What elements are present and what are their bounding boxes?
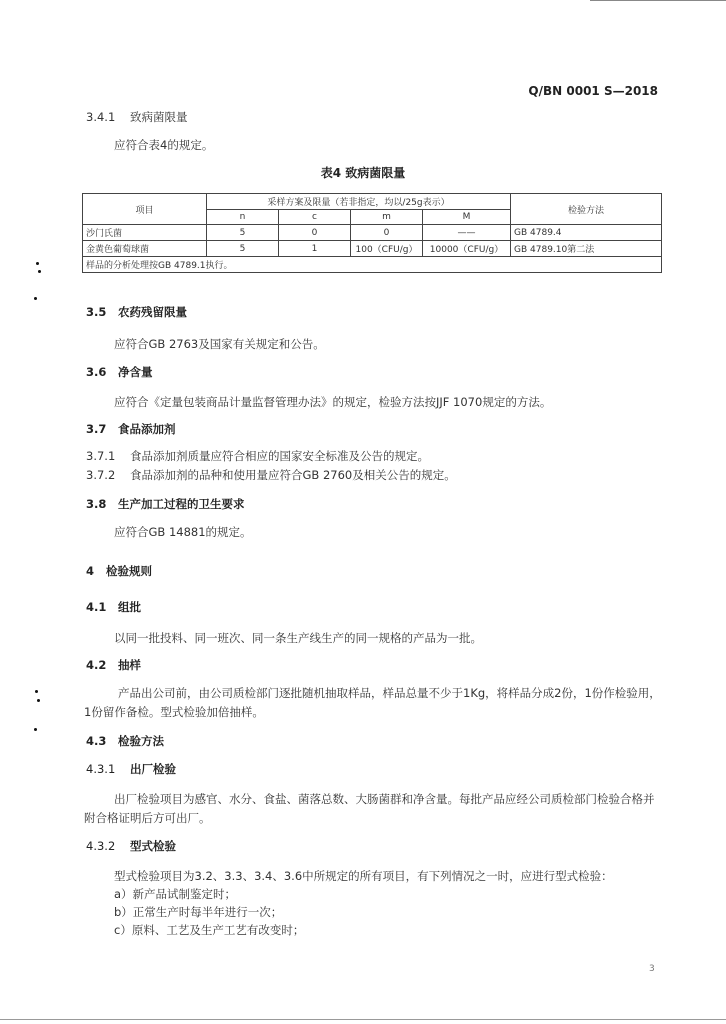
list-item: b）正常生产时每半年进行一次； (114, 905, 283, 919)
section-number: 3.8 (86, 497, 107, 511)
section-3-4-1-heading (86, 109, 188, 125)
page-bottom-edge (0, 1019, 726, 1020)
section-4-2-heading (86, 657, 141, 673)
cell-m-lower: 100（CFU/g） (351, 241, 423, 257)
section-title: 生产加工过程的卫生要求 (118, 497, 245, 511)
section-number: 4 (86, 564, 95, 578)
section-title: 组批 (118, 600, 141, 614)
pathogen-limit-table (82, 193, 662, 273)
section-4-3-2-heading (86, 838, 176, 854)
list-item: a）新产品试制鉴定时； (114, 887, 237, 901)
section-title: 出厂检验 (130, 762, 176, 776)
section-4-3-2-body: 型式检验项目为3.2、3.3、3.4、3.6中所规定的所有项目，有下列情况之一时，应进行型式检验： (114, 869, 613, 883)
section-3-4-1-body: 应符合表4的规定。 (114, 138, 214, 152)
header-plan: 采样方案及限量（若非指定，均以/25g表示） (207, 194, 511, 210)
list-item: c）原料、工艺及生产工艺有改变时； (114, 923, 305, 937)
header-method: 检验方法 (511, 194, 662, 225)
section-3-6-body: 应符合《定量包装商品计量监督管理办法》的规定，检验方法按JJF 1070规定的方法。 (114, 395, 552, 409)
section-title: 致病菌限量 (130, 110, 188, 124)
header-c: c (279, 210, 351, 225)
section-number: 4.1 (86, 600, 107, 614)
section-title: 农药残留限量 (118, 305, 187, 319)
section-3-7-heading (86, 421, 176, 437)
table-row (83, 225, 662, 241)
cell-c: 0 (279, 225, 351, 241)
section-4-1-body: 以同一批投料、同一班次、同一条生产线生产的同一规格的产品为一批。 (114, 631, 482, 645)
section-number: 4.3 (86, 734, 107, 748)
header-m-upper: M (423, 210, 511, 225)
section-4-2-body: 产品出公司前，由公司质检部门逐批随机抽取样品，样品总量不少于1Kg，将样品分成2份，1份作检验用，1份留作备检。型式检验加倍抽样。 (84, 686, 661, 719)
scan-dot (37, 699, 40, 702)
section-number: 3.6 (86, 365, 107, 379)
section-4-heading (86, 563, 152, 579)
section-3-6-heading (86, 364, 153, 380)
page-top-edge (590, 0, 726, 1)
table-caption: 表4 致病菌限量 (320, 166, 406, 180)
section-3-5-body: 应符合GB 2763及国家有关规定和公告。 (114, 337, 325, 351)
page-number: 3 (649, 964, 655, 974)
section-3-7-1 (86, 448, 429, 464)
section-title: 检验规则 (106, 564, 152, 578)
section-title: 净含量 (118, 365, 153, 379)
table-header-row (83, 194, 662, 210)
cell-m-lower: 0 (351, 225, 423, 241)
table-row (83, 241, 662, 257)
scan-dot (35, 690, 38, 693)
cell-n: 5 (207, 225, 279, 241)
cell-m-upper: 10000（CFU/g） (423, 241, 511, 257)
cell-m-upper: —— (423, 225, 511, 241)
cell-n: 5 (207, 241, 279, 257)
cell-c: 1 (279, 241, 351, 257)
header-item: 项目 (83, 194, 207, 225)
cell-item: 沙门氏菌 (83, 225, 207, 241)
header-m-lower: m (351, 210, 423, 225)
table-note-row (83, 257, 662, 273)
section-title: 食品添加剂 (118, 422, 176, 436)
header-n: n (207, 210, 279, 225)
section-4-3-1-heading (86, 761, 176, 777)
scan-dot (34, 297, 37, 300)
section-number: 3.7 (86, 422, 107, 436)
section-number: 4.2 (86, 658, 107, 672)
scan-dot (38, 270, 41, 273)
document-id: Q/BN 0001 S—2018 (528, 84, 658, 98)
section-body: 食品添加剂质量应符合相应的国家安全标准及公告的规定。 (130, 449, 429, 463)
cell-item: 金黄色葡萄球菌 (83, 241, 207, 257)
section-number: 3.4.1 (86, 110, 116, 124)
section-3-5-heading (86, 304, 187, 320)
section-4-3-1-body: 出厂检验项目为感官、水分、食盐、菌落总数、大肠菌群和净含量。每批产品应经公司质检部门检验合格并附合格证明后方可出厂。 (84, 792, 655, 825)
scan-dot (36, 262, 39, 265)
section-title: 检验方法 (118, 734, 164, 748)
section-body: 食品添加剂的品种和使用量应符合GB 2760及相关公告的规定。 (130, 468, 456, 482)
section-3-8-body: 应符合GB 14881的规定。 (114, 525, 252, 539)
scan-dot (34, 728, 37, 731)
table-note: 样品的分析处理按GB 4789.1执行。 (83, 257, 662, 273)
section-number: 3.7.2 (86, 468, 116, 482)
section-number: 3.5 (86, 305, 107, 319)
section-number: 3.7.1 (86, 449, 116, 463)
section-number: 4.3.1 (86, 762, 116, 776)
section-4-1-heading (86, 599, 141, 615)
section-3-7-2 (86, 467, 456, 483)
cell-method: GB 4789.4 (511, 225, 662, 241)
section-3-8-heading (86, 496, 245, 512)
section-title: 抽样 (118, 658, 141, 672)
section-4-3-heading (86, 733, 164, 749)
cell-method: GB 4789.10第二法 (511, 241, 662, 257)
section-title: 型式检验 (130, 839, 176, 853)
section-number: 4.3.2 (86, 839, 116, 853)
